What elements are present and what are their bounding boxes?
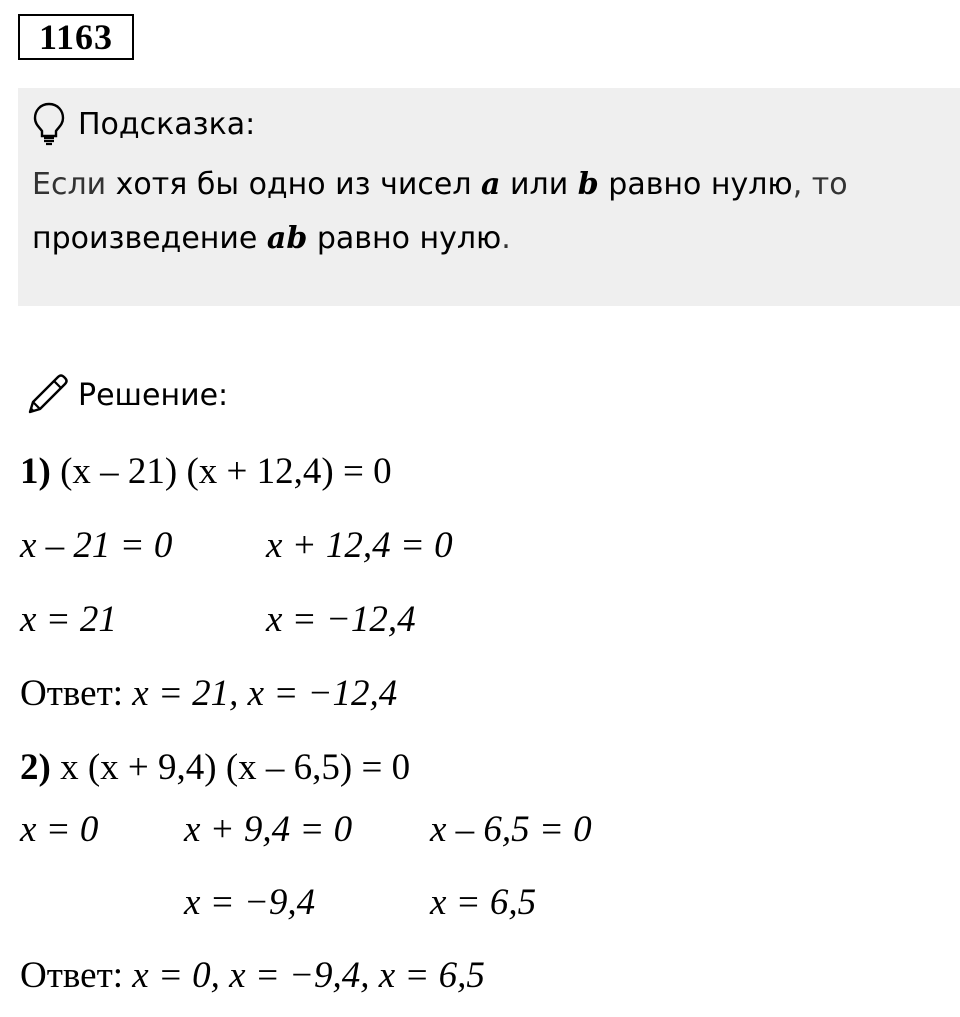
part2-answer: Ответ: x = 0, x = −9,4, x = 6,5 <box>20 955 485 996</box>
problem-number: 1163 <box>18 14 134 60</box>
solution-header <box>22 368 228 422</box>
lightbulb-icon <box>32 102 66 146</box>
part2-step2-b: x = −9,4 <box>184 882 316 923</box>
part1-equation: 1) (x – 21) (x + 12,4) = 0 <box>20 451 392 492</box>
part2-step2-c: x = 6,5 <box>430 882 537 923</box>
part2-step1-b: x + 9,4 = 0 <box>184 809 353 850</box>
part2-step1-a: x = 0 <box>20 809 99 850</box>
part1-step2-right: x = −12,4 <box>266 599 416 640</box>
part1-answer: Ответ: x = 21, x = −12,4 <box>20 673 398 714</box>
part2-equation: 2) x (x + 9,4) (x – 6,5) = 0 <box>20 747 411 788</box>
solution-title: Решение: <box>78 377 229 413</box>
part1-step1-left: x – 21 = 0 <box>20 525 173 566</box>
hint-title: Подсказка: <box>78 106 256 142</box>
part1-step1-right: x + 12,4 = 0 <box>266 525 453 566</box>
hint-text: Если хотя бы одно из чисел a или b равно нулю, то произведение ab равно нулю. <box>32 167 848 256</box>
part1-step2-left: x = 21 <box>20 599 117 640</box>
hint-header <box>32 98 255 150</box>
pencil-icon <box>22 370 72 420</box>
part2-step1-c: x – 6,5 = 0 <box>430 809 592 850</box>
